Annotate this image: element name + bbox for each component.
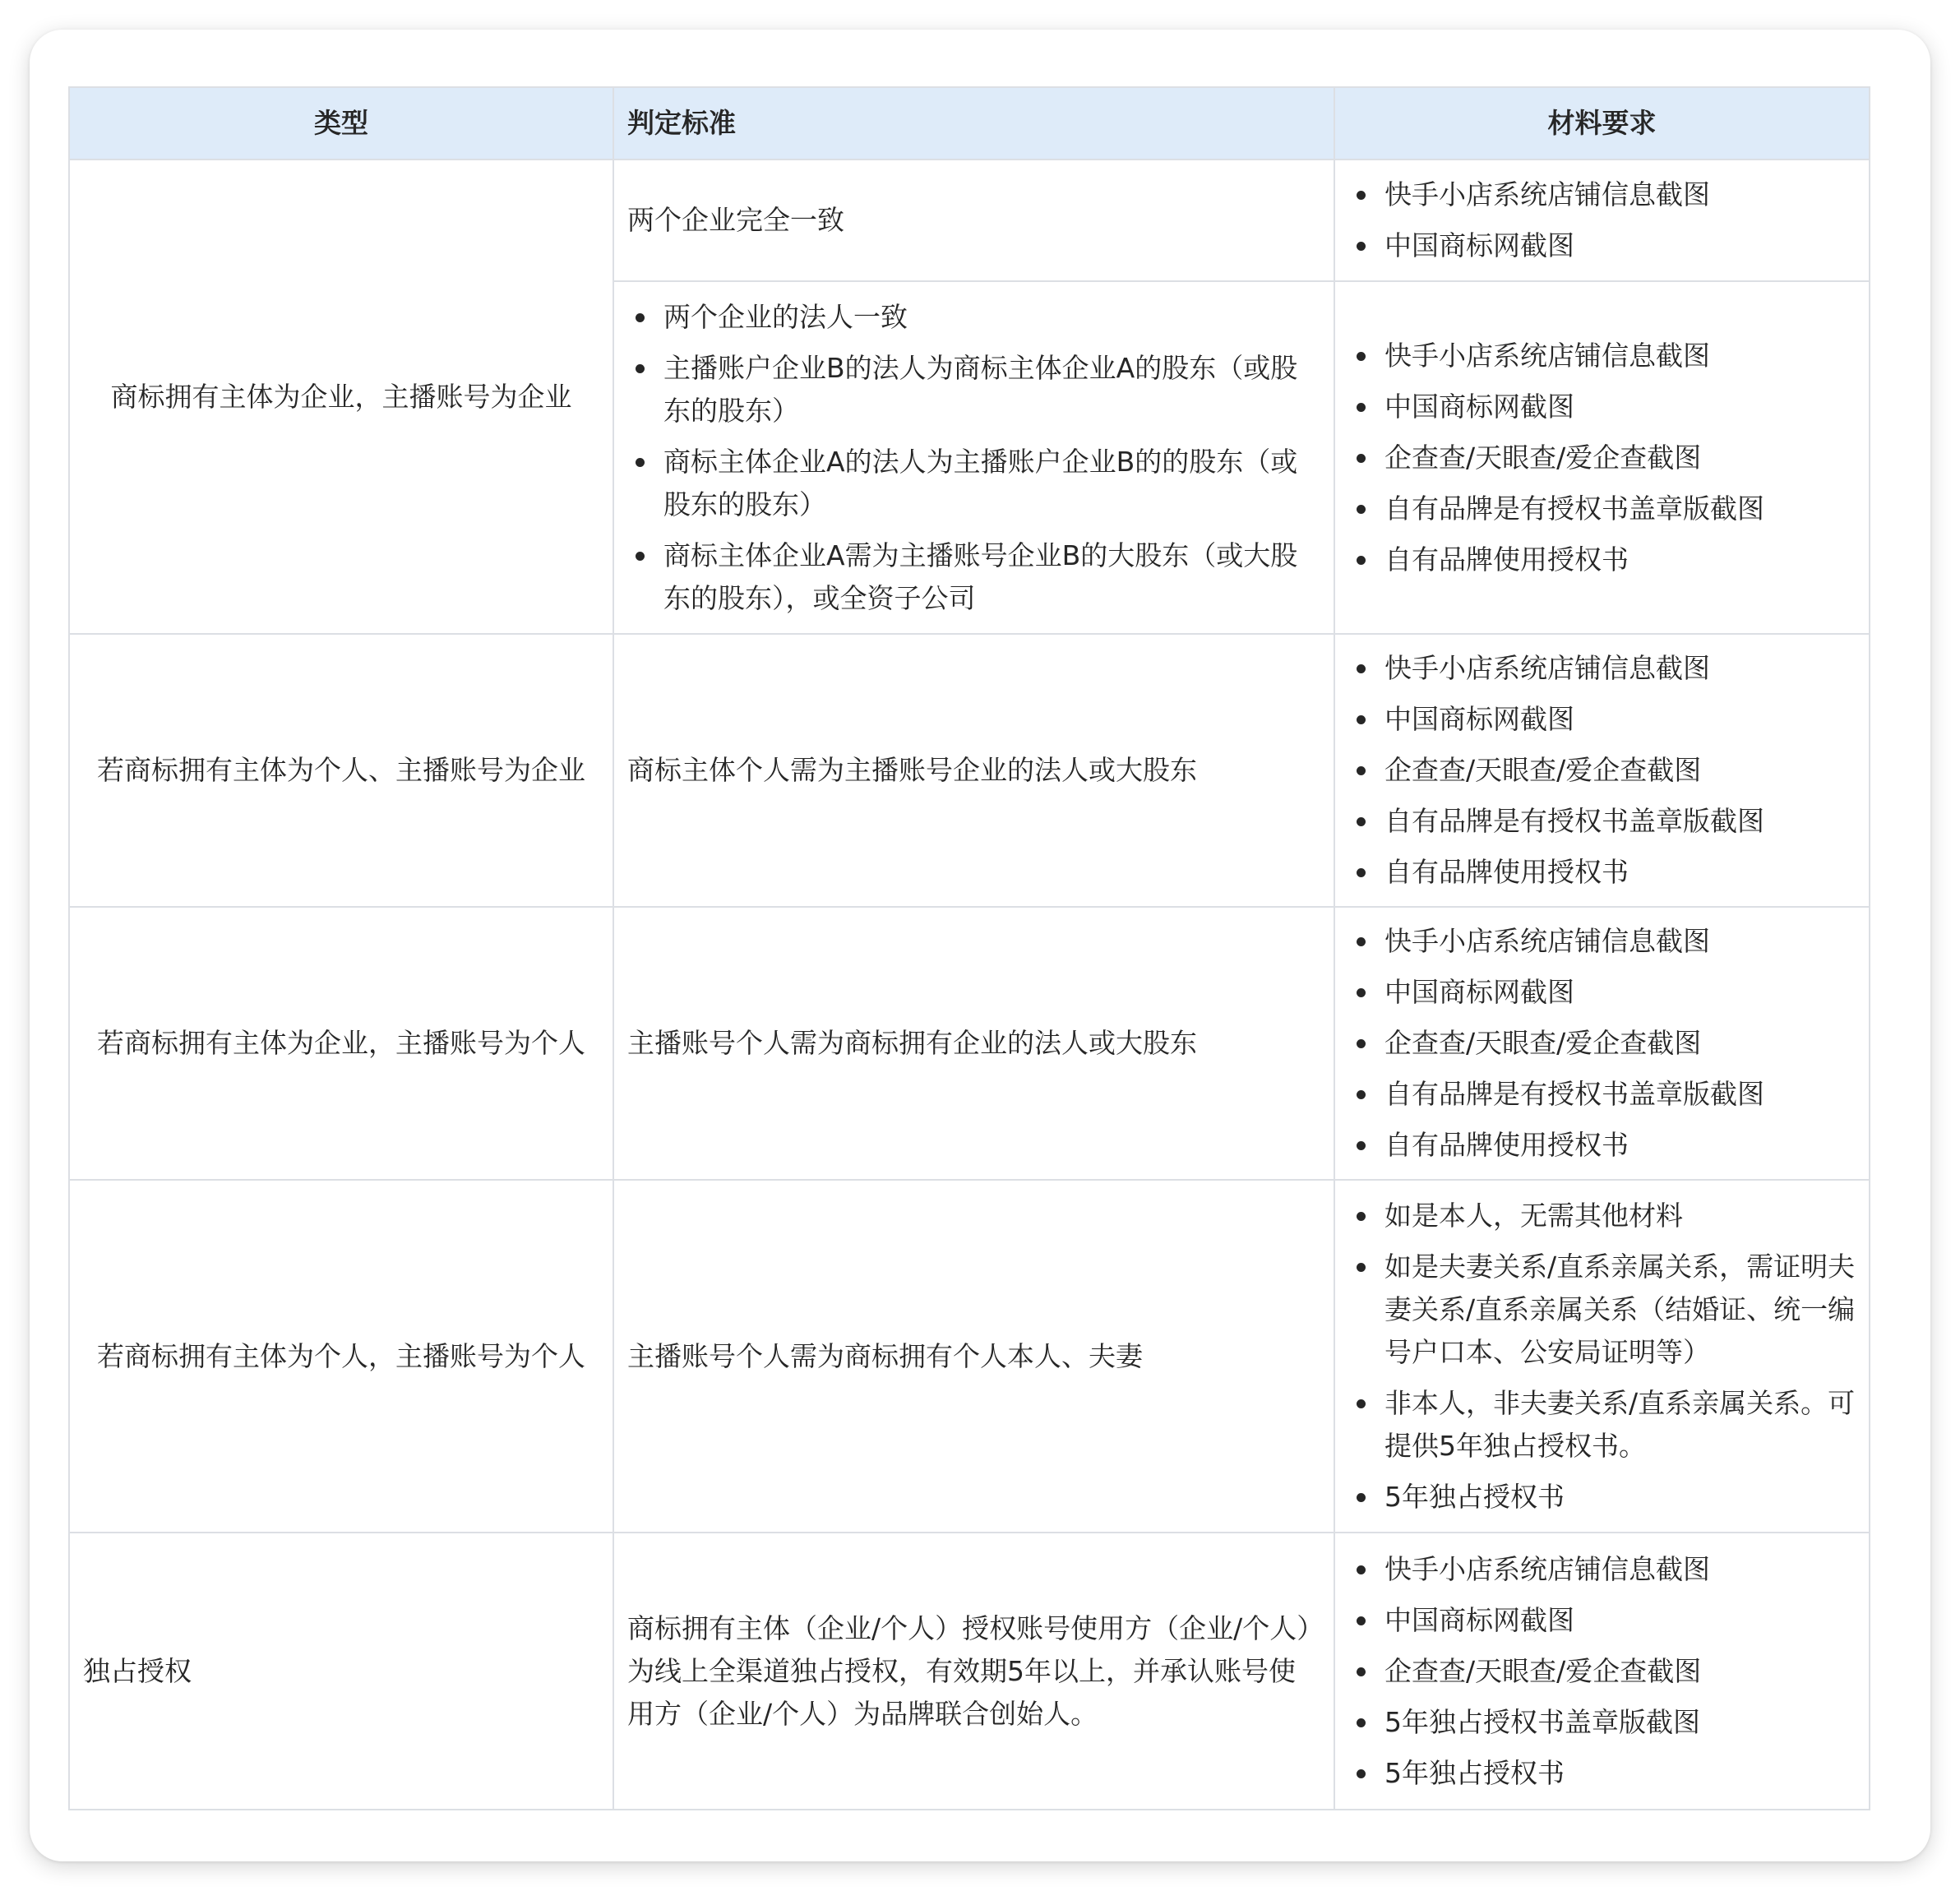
list-item: 快手小店系统店铺信息截图: [1348, 1548, 1856, 1591]
materials-list: [1348, 173, 1856, 267]
header-criteria: 判定标准: [613, 87, 1334, 160]
list-item: 中国商标网截图: [1348, 971, 1856, 1014]
type-cell: 若商标拥有主体为企业，主播账号为个人: [69, 907, 613, 1180]
criteria-cell: [613, 281, 1334, 634]
criteria-cell: 商标拥有主体（企业/个人）授权账号使用方（企业/个人）为线上全渠道独占授权，有效期5年以上，并承认账号使用方（企业/个人）为品牌联合创始人。: [613, 1533, 1334, 1810]
list-item: 主播账户企业B的法人为商标主体企业A的股东（或股东的股东）: [627, 347, 1320, 432]
header-materials: 材料要求: [1334, 87, 1870, 160]
list-item: 快手小店系统店铺信息截图: [1348, 335, 1856, 377]
list-item: 非本人，非夫妻关系/直系亲属关系。可提供5年独占授权书。: [1348, 1382, 1856, 1468]
list-item: 企查查/天眼查/爱企查截图: [1348, 749, 1856, 792]
table-header-row: [69, 87, 1870, 160]
list-item: 中国商标网截图: [1348, 698, 1856, 741]
materials-cell: [1334, 907, 1870, 1180]
list-item: 企查查/天眼查/爱企查截图: [1348, 437, 1856, 479]
type-cell: 商标拥有主体为企业，主播账号为企业: [69, 160, 613, 634]
list-item: 快手小店系统店铺信息截图: [1348, 173, 1856, 216]
list-item: 5年独占授权书: [1348, 1752, 1856, 1795]
list-item: 商标主体企业A的法人为主播账户企业B的的股东（或股东的股东）: [627, 441, 1320, 526]
table-row: [69, 634, 1870, 907]
materials-list: [1348, 1195, 1856, 1519]
table-row: [69, 1180, 1870, 1533]
list-item: 企查查/天眼查/爱企查截图: [1348, 1650, 1856, 1693]
materials-cell: [1334, 1533, 1870, 1810]
list-item: 如是夫妻关系/直系亲属关系，需证明夫妻关系/直系亲属关系（结婚证、统一编号户口本、公安局证明等）: [1348, 1246, 1856, 1374]
list-item: 中国商标网截图: [1348, 1599, 1856, 1642]
criteria-cell: 两个企业完全一致: [613, 160, 1334, 281]
materials-cell: [1334, 634, 1870, 907]
criteria-cell: 主播账号个人需为商标拥有企业的法人或大股东: [613, 907, 1334, 1180]
materials-list: [1348, 920, 1856, 1167]
criteria-cell: 主播账号个人需为商标拥有个人本人、夫妻: [613, 1180, 1334, 1533]
list-item: 5年独占授权书: [1348, 1476, 1856, 1519]
list-item: 自有品牌使用授权书: [1348, 851, 1856, 894]
list-item: 中国商标网截图: [1348, 386, 1856, 428]
list-item: 企查查/天眼查/爱企查截图: [1348, 1022, 1856, 1065]
materials-list: [1348, 1548, 1856, 1795]
type-cell: 若商标拥有主体为个人，主播账号为个人: [69, 1180, 613, 1533]
materials-list: [1348, 335, 1856, 581]
list-item: 快手小店系统店铺信息截图: [1348, 920, 1856, 963]
table-row: [69, 1533, 1870, 1810]
materials-cell: [1334, 160, 1870, 281]
list-item: 5年独占授权书盖章版截图: [1348, 1701, 1856, 1744]
list-item: 快手小店系统店铺信息截图: [1348, 647, 1856, 690]
criteria-cell: 商标主体个人需为主播账号企业的法人或大股东: [613, 634, 1334, 907]
table-row: [69, 160, 1870, 281]
list-item: 自有品牌使用授权书: [1348, 1124, 1856, 1167]
table-row: [69, 907, 1870, 1180]
list-item: 商标主体企业A需为主播账号企业B的大股东（或大股东的股东），或全资子公司: [627, 534, 1320, 620]
materials-cell: [1334, 281, 1870, 634]
list-item: 自有品牌使用授权书: [1348, 539, 1856, 581]
criteria-list: [627, 296, 1320, 620]
list-item: 两个企业的法人一致: [627, 296, 1320, 339]
materials-cell: [1334, 1180, 1870, 1533]
list-item: 自有品牌是有授权书盖章版截图: [1348, 1073, 1856, 1116]
materials-list: [1348, 647, 1856, 894]
list-item: 中国商标网截图: [1348, 224, 1856, 267]
list-item: 自有品牌是有授权书盖章版截图: [1348, 800, 1856, 843]
type-cell: 独占授权: [69, 1533, 613, 1810]
requirements-table: [68, 86, 1870, 1810]
type-cell: 若商标拥有主体为个人、主播账号为企业: [69, 634, 613, 907]
list-item: 自有品牌是有授权书盖章版截图: [1348, 488, 1856, 530]
header-type: 类型: [69, 87, 613, 160]
list-item: 如是本人，无需其他材料: [1348, 1195, 1856, 1237]
